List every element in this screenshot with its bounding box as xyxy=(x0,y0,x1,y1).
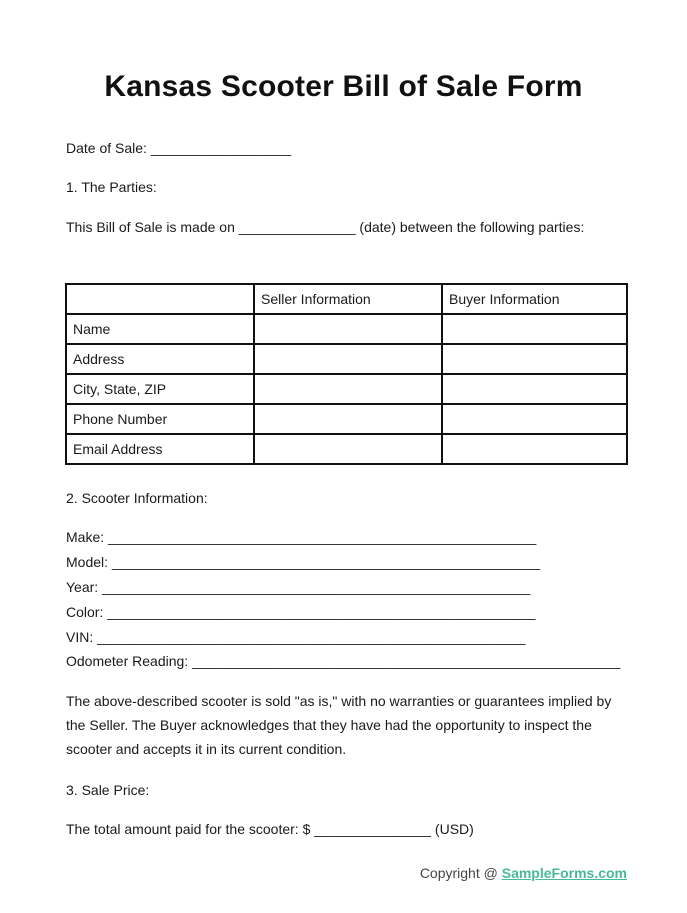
brand-link[interactable]: SampleForms.com xyxy=(501,865,627,881)
section-parties-heading: 1. The Parties: xyxy=(66,179,157,195)
total-amount-line[interactable]: The total amount paid for the scooter: $ _______________ (USD) xyxy=(66,821,474,837)
section-scooter-heading: 2. Scooter Information: xyxy=(66,490,208,506)
buyer-name-cell[interactable] xyxy=(442,314,627,344)
seller-address-cell[interactable] xyxy=(254,344,442,374)
table-header-blank xyxy=(66,284,254,314)
table-header-seller: Seller Information xyxy=(254,284,442,314)
table-row xyxy=(66,404,627,434)
seller-email-cell[interactable] xyxy=(254,434,442,464)
buyer-city-cell[interactable] xyxy=(442,374,627,404)
form-title: Kansas Scooter Bill of Sale Form xyxy=(104,70,583,103)
row-label-email: Email Address xyxy=(66,434,254,464)
vin-field[interactable]: VIN: _______________________________________________________ xyxy=(66,629,526,645)
table-header-row xyxy=(66,284,627,314)
buyer-phone-cell[interactable] xyxy=(442,404,627,434)
buyer-address-cell[interactable] xyxy=(442,344,627,374)
table-row xyxy=(66,374,627,404)
row-label-address: Address xyxy=(66,344,254,374)
table-header-buyer: Buyer Information xyxy=(442,284,627,314)
as-is-paragraph: The above-described scooter is sold "as is," with no warranties or guarantees implied by the Seller. The Buyer acknowledges that they have had the opportunity to inspect the scooter and accepts it in its current condition. xyxy=(66,693,612,757)
copyright-footer xyxy=(420,865,627,881)
seller-name-cell[interactable] xyxy=(254,314,442,344)
section-price-heading: 3. Sale Price: xyxy=(66,782,150,798)
buyer-email-cell[interactable] xyxy=(442,434,627,464)
row-label-name: Name xyxy=(66,314,254,344)
odometer-field[interactable]: Odometer Reading: _______________________________________________________ xyxy=(66,653,621,669)
color-field[interactable]: Color: _______________________________________________________ xyxy=(66,604,536,620)
parties-table xyxy=(65,283,628,465)
seller-phone-cell[interactable] xyxy=(254,404,442,434)
table-row xyxy=(66,434,627,464)
row-label-phone: Phone Number xyxy=(66,404,254,434)
copyright-prefix: Copyright @ xyxy=(419,865,502,881)
table-row xyxy=(66,314,627,344)
date-of-sale-line: Date of Sale: __________________ xyxy=(66,140,291,156)
parties-intro: This Bill of Sale is made on _______________ (date) between the following parties: xyxy=(66,219,585,235)
year-field[interactable]: Year: _______________________________________________________ xyxy=(66,579,531,595)
seller-city-cell[interactable] xyxy=(254,374,442,404)
model-field[interactable]: Model: _______________________________________________________ xyxy=(66,554,541,570)
table-row xyxy=(66,344,627,374)
row-label-city-state-zip: City, State, ZIP xyxy=(66,374,254,404)
make-field[interactable]: Make: _______________________________________________________ xyxy=(66,529,537,545)
